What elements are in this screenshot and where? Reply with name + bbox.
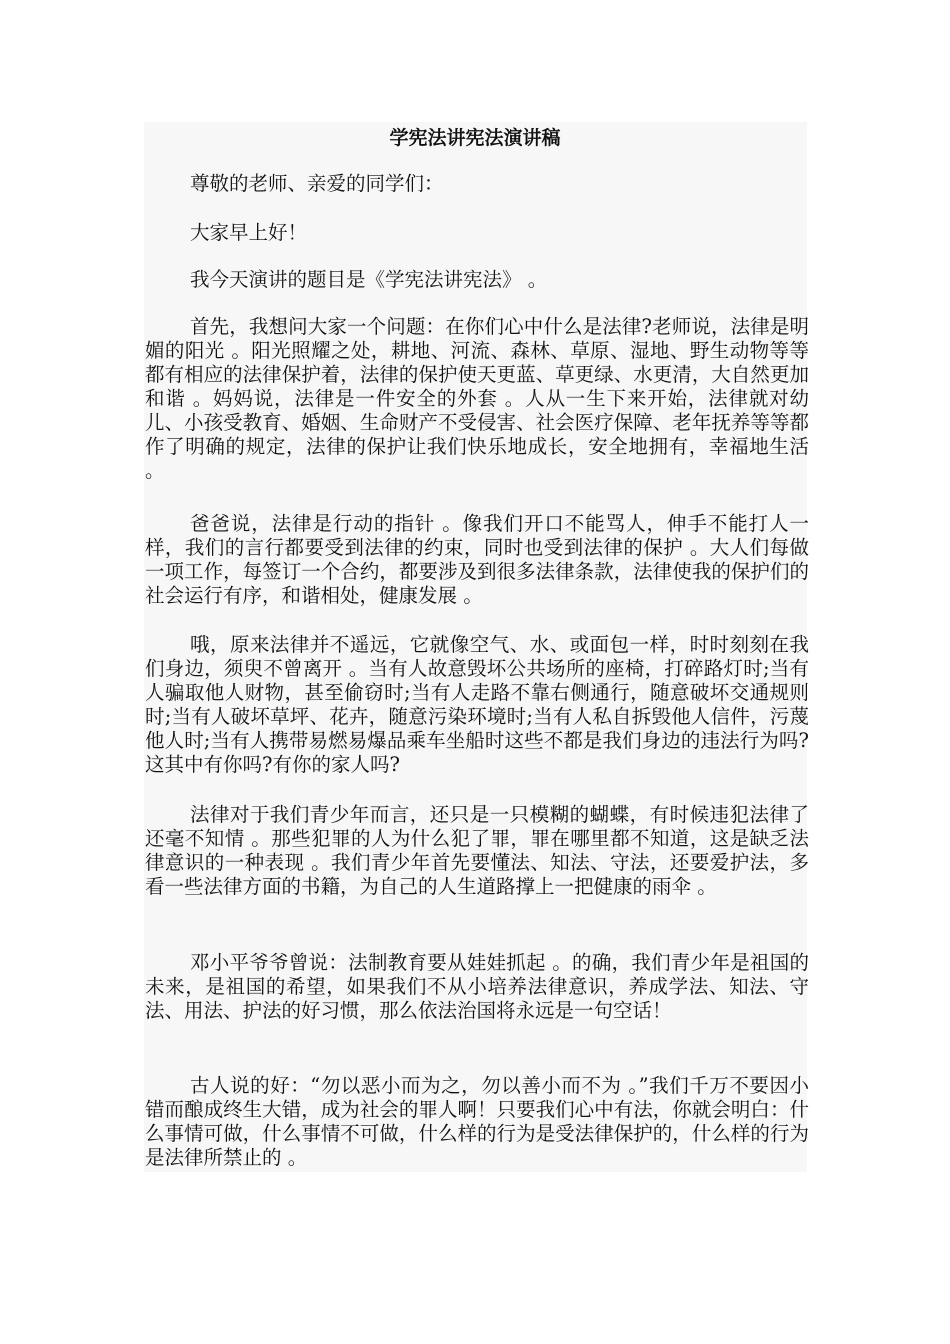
paragraph-body-2: 爸爸说，法律是行动的指针 。像我们开口不能骂人，伸手不能打人一样，我们的言行都要受到法律的约束，同时也受到法律的保护 。大人们每做一项工作，每签订一个合约，都要涉及到很多法律条款，法律使我的保护们的社会运行有序，和谐相处，健康发展 。 [145,512,809,607]
paragraph-body-3: 哦，原来法律并不遥远，它就像空气、水、或面包一样，时时刻刻在我们身边，须臾不曾离开 。当有人故意毁坏公共场所的座椅，打碎路灯时;当有人骗取他人财物，甚至偷窃时;当有人走路不靠右侧通行，随意破坏交通规则时;当有人破坏草坪、花卉，随意污染环境时;当有人私自拆毁他人信件，污蔑他人时;当有人携带易燃易爆品乘车坐船时这些不都是我们身边的违法行为吗?这其中有你吗?有你的家人吗? [145,633,809,776]
paragraph-good-morning: 大家早上好！ [190,221,308,244]
paragraph-body-5: 邓小平爷爷曾说：法制教育要从娃娃抓起 。的确，我们青少年是祖国的未来，是祖国的希望，如果我们不从小培养法律意识，养成学法、知法、守法、用法、护法的好习惯，那么依法治国将永远是一句空话！ [145,951,809,1022]
document-title: 学宪法讲宪法演讲稿 [389,127,561,149]
paragraph-topic: 我今天演讲的题目是《学宪法讲宪法》 。 [190,268,548,291]
paragraph-body-4: 法律对于我们青少年而言，还只是一只模糊的蝴蝶，有时候违犯法律了还毫不知情 。那些犯罪的人为什么犯了罪，罪在哪里都不知道，这是缺乏法律意识的一种表现 。我们青少年首先要懂法、知法、守法，还要爱护法，多看一些法律方面的书籍，为自己的人生道路撑上一把健康的雨伞 。 [145,803,809,898]
paragraph-body-6: 古人说的好：“勿以恶小而为之，勿以善小而不为 。”我们千万不要因小错而酿成终生大错，成为社会的罪人啊！只要我们心中有法，你就会明白：什么事情可做，什么事情不可做，什么样的行为是受法律保护的，什么样的行为是法律所禁止的 。 [145,1074,809,1169]
paragraph-greeting: 尊敬的老师、亲爱的同学们： [190,172,444,195]
paragraph-body-1: 首先，我想问大家一个问题：在你们心中什么是法律?老师说，法律是明媚的阳光 。阳光照耀之处，耕地、河流、森林、草原、湿地、野生动物等等都有相应的法律保护着，法律的保护使天更蓝、草更绿、水更清，大自然更加和谐 。妈妈说，法律是一件安全的外套 。人从一生下来开始，法律就对幼儿、小孩受教育、婚姻、生命财产不受侵害、社会医疗保障、老年抚养等等都作了明确的规定，法律的保护让我们快乐地成长，安全地拥有，幸福地生活 。 [145,315,809,482]
